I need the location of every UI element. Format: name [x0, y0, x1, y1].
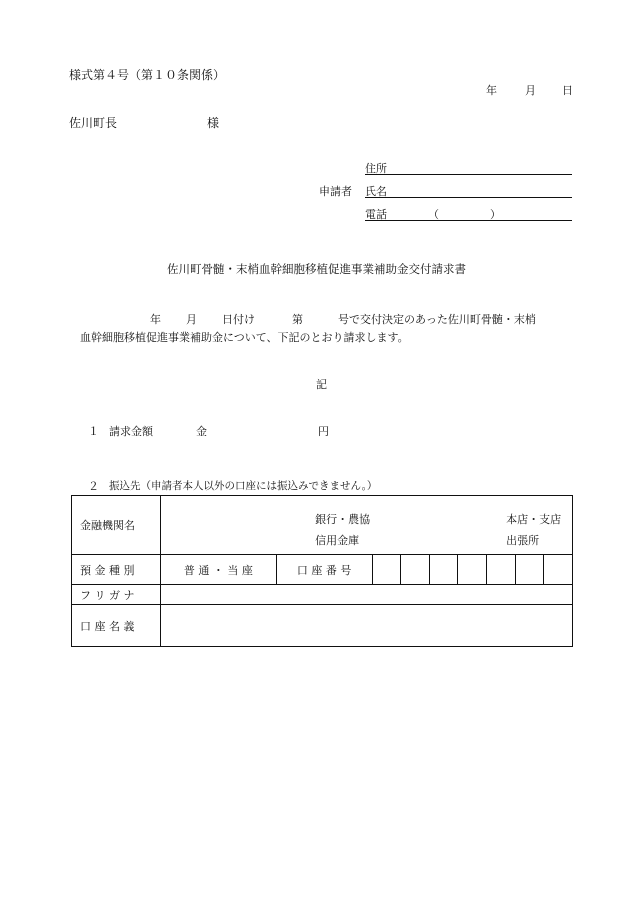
- account-name-cell[interactable]: [161, 605, 573, 647]
- body-dai: 第: [292, 313, 303, 326]
- name-underline: [365, 197, 572, 198]
- item1-yen: 円: [318, 425, 329, 438]
- branch-type-1: 本店・支店: [506, 513, 562, 526]
- phone-label: 電話: [365, 208, 387, 221]
- item1-number: １: [88, 425, 99, 438]
- address-underline: [365, 174, 572, 175]
- item2-label: 振込先（申請者本人以外の口座には振込みできません。）: [109, 480, 378, 492]
- account-digit-5[interactable]: [487, 555, 516, 585]
- applicant-label: 申請者: [319, 185, 352, 198]
- address-label: 住所: [365, 162, 387, 175]
- body-year: 年: [150, 313, 161, 326]
- document-title: 佐川町骨髄・末梢血幹細胞移植促進事業補助金交付請求書: [167, 262, 466, 276]
- deposit-row: [72, 555, 573, 585]
- item1-kin: 金: [196, 425, 207, 438]
- item1-label: 請求金額: [109, 425, 153, 438]
- bank-type-1: 銀行・農協: [315, 513, 371, 526]
- account-digit-7[interactable]: [544, 555, 573, 585]
- institution-label: 金融機関名: [72, 496, 161, 555]
- account-digit-3[interactable]: [429, 555, 458, 585]
- institution-cell[interactable]: [161, 496, 573, 555]
- phone-close-paren: ）: [490, 208, 501, 221]
- ki-heading: 記: [316, 378, 327, 391]
- account-name-label: 口 座 名 義: [72, 605, 161, 647]
- deposit-type-label: 預 金 種 別: [72, 555, 161, 585]
- account-digit-2[interactable]: [401, 555, 430, 585]
- furigana-label: フ リ ガ ナ: [72, 585, 161, 605]
- addressee-honorific: 様: [207, 116, 220, 130]
- furigana-row: [72, 585, 573, 605]
- account-name-row: [72, 605, 573, 647]
- account-digit-1[interactable]: [372, 555, 401, 585]
- bank-account-table: [71, 495, 573, 647]
- account-digit-4[interactable]: [458, 555, 487, 585]
- body-line-2: 血幹細胞移植促進事業補助金について、下記のとおり請求します。: [80, 331, 409, 344]
- item2-number: ２: [88, 480, 99, 493]
- account-digit-6[interactable]: [515, 555, 544, 585]
- name-label: 氏名: [365, 185, 387, 198]
- date-year-label: 年: [486, 84, 497, 97]
- date-month-label: 月: [525, 84, 536, 97]
- phone-open-paren: （: [428, 208, 439, 221]
- deposit-options[interactable]: 普 通 ・ 当 座: [161, 555, 277, 585]
- addressee-name: 佐川町長: [69, 116, 118, 130]
- body-go-text: 号で交付決定のあった佐川町骨髄・末梢: [338, 313, 536, 326]
- furigana-cell[interactable]: [161, 585, 573, 605]
- body-month: 月: [186, 313, 197, 326]
- phone-underline: [365, 220, 572, 221]
- account-number-label: 口 座 番 号: [276, 555, 372, 585]
- form-number: 様式第４号（第１０条関係）: [69, 68, 226, 82]
- branch-type-2: 出張所: [506, 534, 540, 547]
- institution-row: [72, 496, 573, 555]
- date-day-label: 日: [562, 84, 573, 97]
- body-day-dated: 日付け: [222, 313, 255, 326]
- bank-type-2: 信用金庫: [315, 534, 360, 547]
